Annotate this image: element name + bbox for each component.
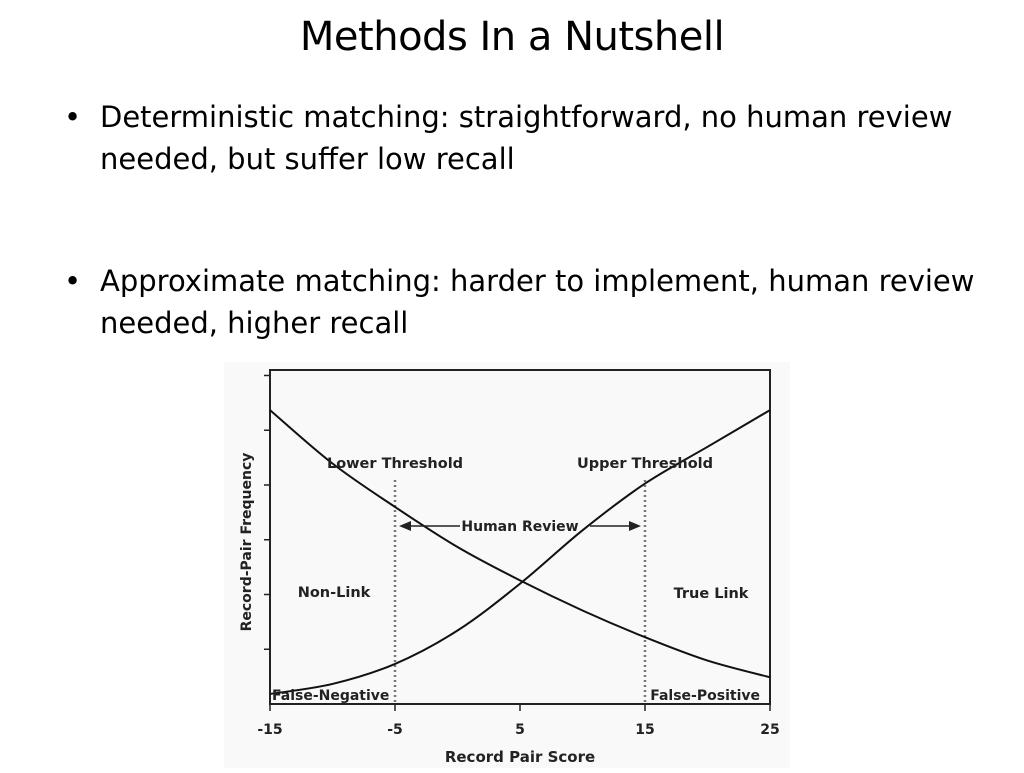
chart-background — [224, 362, 790, 768]
threshold-chart — [224, 362, 790, 768]
bullet-item-deterministic — [60, 96, 980, 180]
bullet-item-approximate — [60, 260, 980, 344]
human-review-label: Human Review — [461, 519, 579, 535]
slide-title: Methods In a Nutshell — [299, 14, 725, 60]
bullet-marker: • — [64, 100, 82, 134]
bullet-text: Approximate matching: harder to implement, human review needed, higher recall — [100, 264, 975, 340]
x-axis-label: Record Pair Score — [444, 748, 596, 766]
upper-threshold-label: Upper Threshold — [576, 456, 714, 472]
true-link-label: True Link — [673, 586, 749, 602]
false-positive-label: False-Positive — [650, 688, 760, 704]
y-axis-label: Record-Pair Frequency — [239, 452, 255, 632]
false-negative-label: False-Negative — [272, 688, 390, 704]
bullet-list — [60, 96, 980, 344]
bullet-marker: • — [64, 264, 82, 298]
lower-threshold-label: Lower Threshold — [326, 456, 464, 472]
x-tick-label: 5 — [515, 722, 525, 738]
x-tick-label: -15 — [257, 722, 283, 738]
x-tick-label: 15 — [635, 722, 655, 738]
x-tick-label: -5 — [387, 722, 403, 738]
bullet-text: Deterministic matching: straightforward, no human review needed, but suffer low recall — [100, 100, 953, 176]
non-link-label: Non-Link — [297, 585, 371, 601]
chart-svg — [224, 362, 790, 768]
x-tick-label: 25 — [760, 722, 780, 738]
